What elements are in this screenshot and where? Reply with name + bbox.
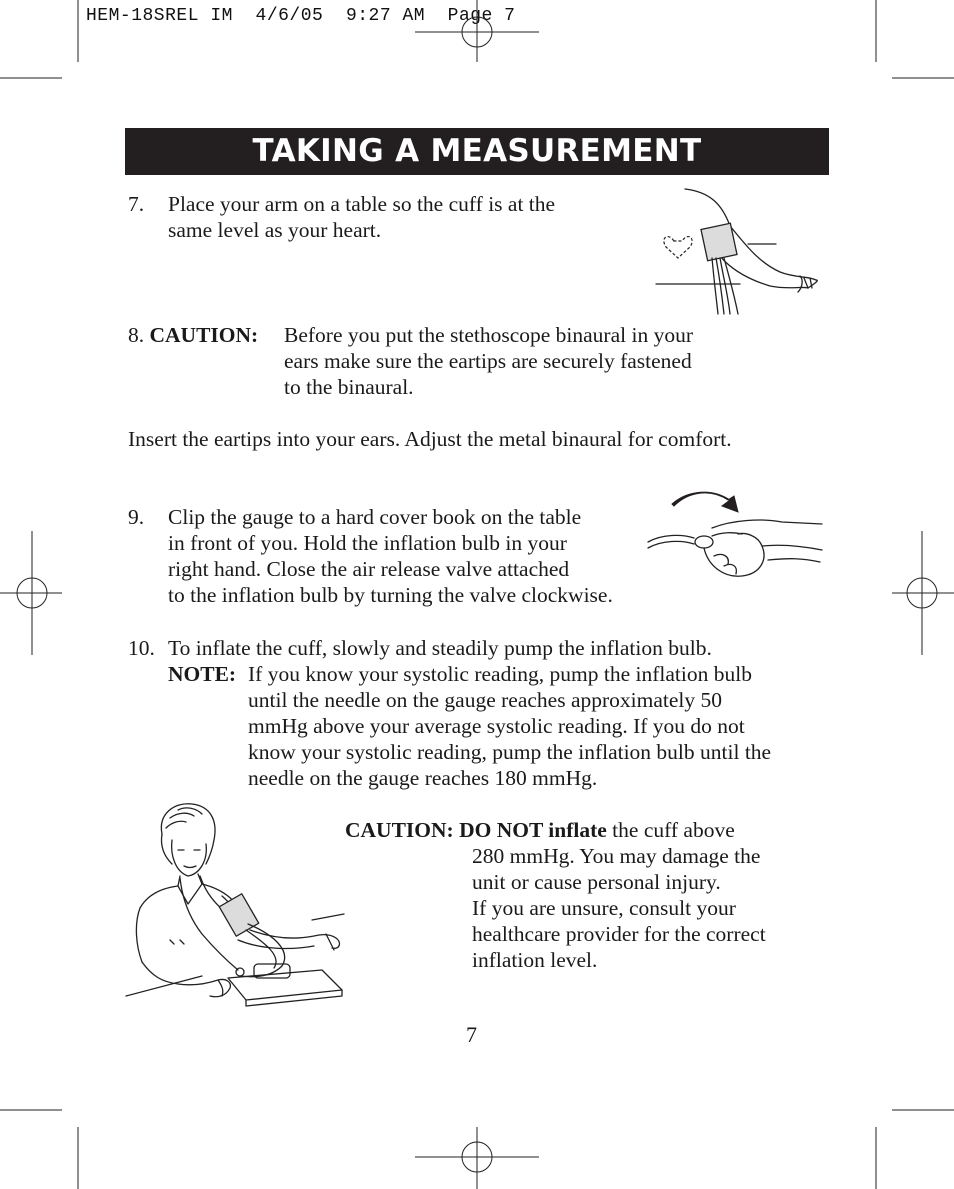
note-line-2: until the needle on the gauge reaches approximately 50 — [248, 688, 723, 712]
caution-2-line-3: If you are unsure, consult your — [472, 896, 736, 920]
caution-2-first-line — [345, 817, 735, 843]
caution-2-line-1: 280 mmHg. You may damage the — [472, 844, 761, 868]
step-10-number: 10. — [128, 636, 155, 660]
registration-mark-top — [415, 0, 539, 62]
note-line-5: needle on the gauge reaches 180 mmHg. — [248, 766, 598, 790]
caution-label: CAUTION: — [149, 323, 259, 347]
registration-mark-left — [0, 531, 62, 655]
step-9-number: 9. — [128, 505, 145, 529]
caution-2-line-4: healthcare provider for the correct — [472, 922, 766, 946]
step-9-line-2: in front of you. Hold the inflation bulb in your — [168, 531, 567, 555]
arm-heart-level-illustration — [650, 184, 830, 316]
step-8-number: 8. — [128, 323, 145, 347]
page-number: 7 — [466, 1022, 477, 1047]
note-label — [168, 661, 236, 687]
step-8-line-1: Before you put the stethoscope binaural in your — [284, 323, 693, 347]
clockwise-arrow-icon — [672, 492, 738, 512]
note-line-4: know your systolic reading, pump the inflation bulb until the — [248, 740, 772, 764]
step-9-line-4: to the inflation bulb by turning the valve clockwise. — [168, 583, 613, 607]
step-9-line-1: Clip the gauge to a hard cover book on the table — [168, 505, 582, 529]
note-line-1: If you know your systolic reading, pump the inflation bulb — [248, 662, 752, 686]
note-line-3: mmHg above your average systolic reading. If you do not — [248, 714, 745, 738]
caution-2-line-2: unit or cause personal injury. — [472, 870, 721, 894]
heart-icon — [664, 237, 692, 258]
page-title: TAKING A MEASUREMENT — [125, 128, 829, 175]
step-7-line-2: same level as your heart. — [168, 218, 382, 242]
step-7-number: 7. — [128, 192, 145, 216]
print-slug: HEM-18SREL IM 4/6/05 9:27 AM Page 7 — [86, 6, 516, 26]
step-7-line-1: Place your arm on a table so the cuff is at the — [168, 192, 556, 216]
woman-taking-measurement-illustration — [122, 800, 347, 1012]
registration-mark-bottom — [415, 1127, 539, 1189]
step-8-label — [128, 322, 258, 348]
do-not-inflate: DO NOT inflate — [459, 818, 607, 842]
hand-inflation-bulb-illustration — [642, 486, 828, 596]
caution-2-line-5: inflation level. — [472, 948, 598, 972]
insert-eartips-text: Insert the eartips into your ears. Adjust the metal binaural for comfort. — [128, 427, 732, 451]
note-label-text: NOTE: — [168, 662, 237, 686]
step-9-line-3: right hand. Close the air release valve attached — [168, 557, 570, 581]
registration-mark-right — [892, 531, 954, 655]
step-8-line-3: to the binaural. — [284, 375, 414, 399]
caution-2-first-rest: the cuff above — [606, 818, 735, 842]
step-10-text: To inflate the cuff, slowly and steadily pump the inflation bulb. — [168, 636, 712, 660]
caution-2-label: CAUTION: — [345, 818, 454, 842]
step-8-line-2: ears make sure the eartips are securely fastened — [284, 349, 692, 373]
